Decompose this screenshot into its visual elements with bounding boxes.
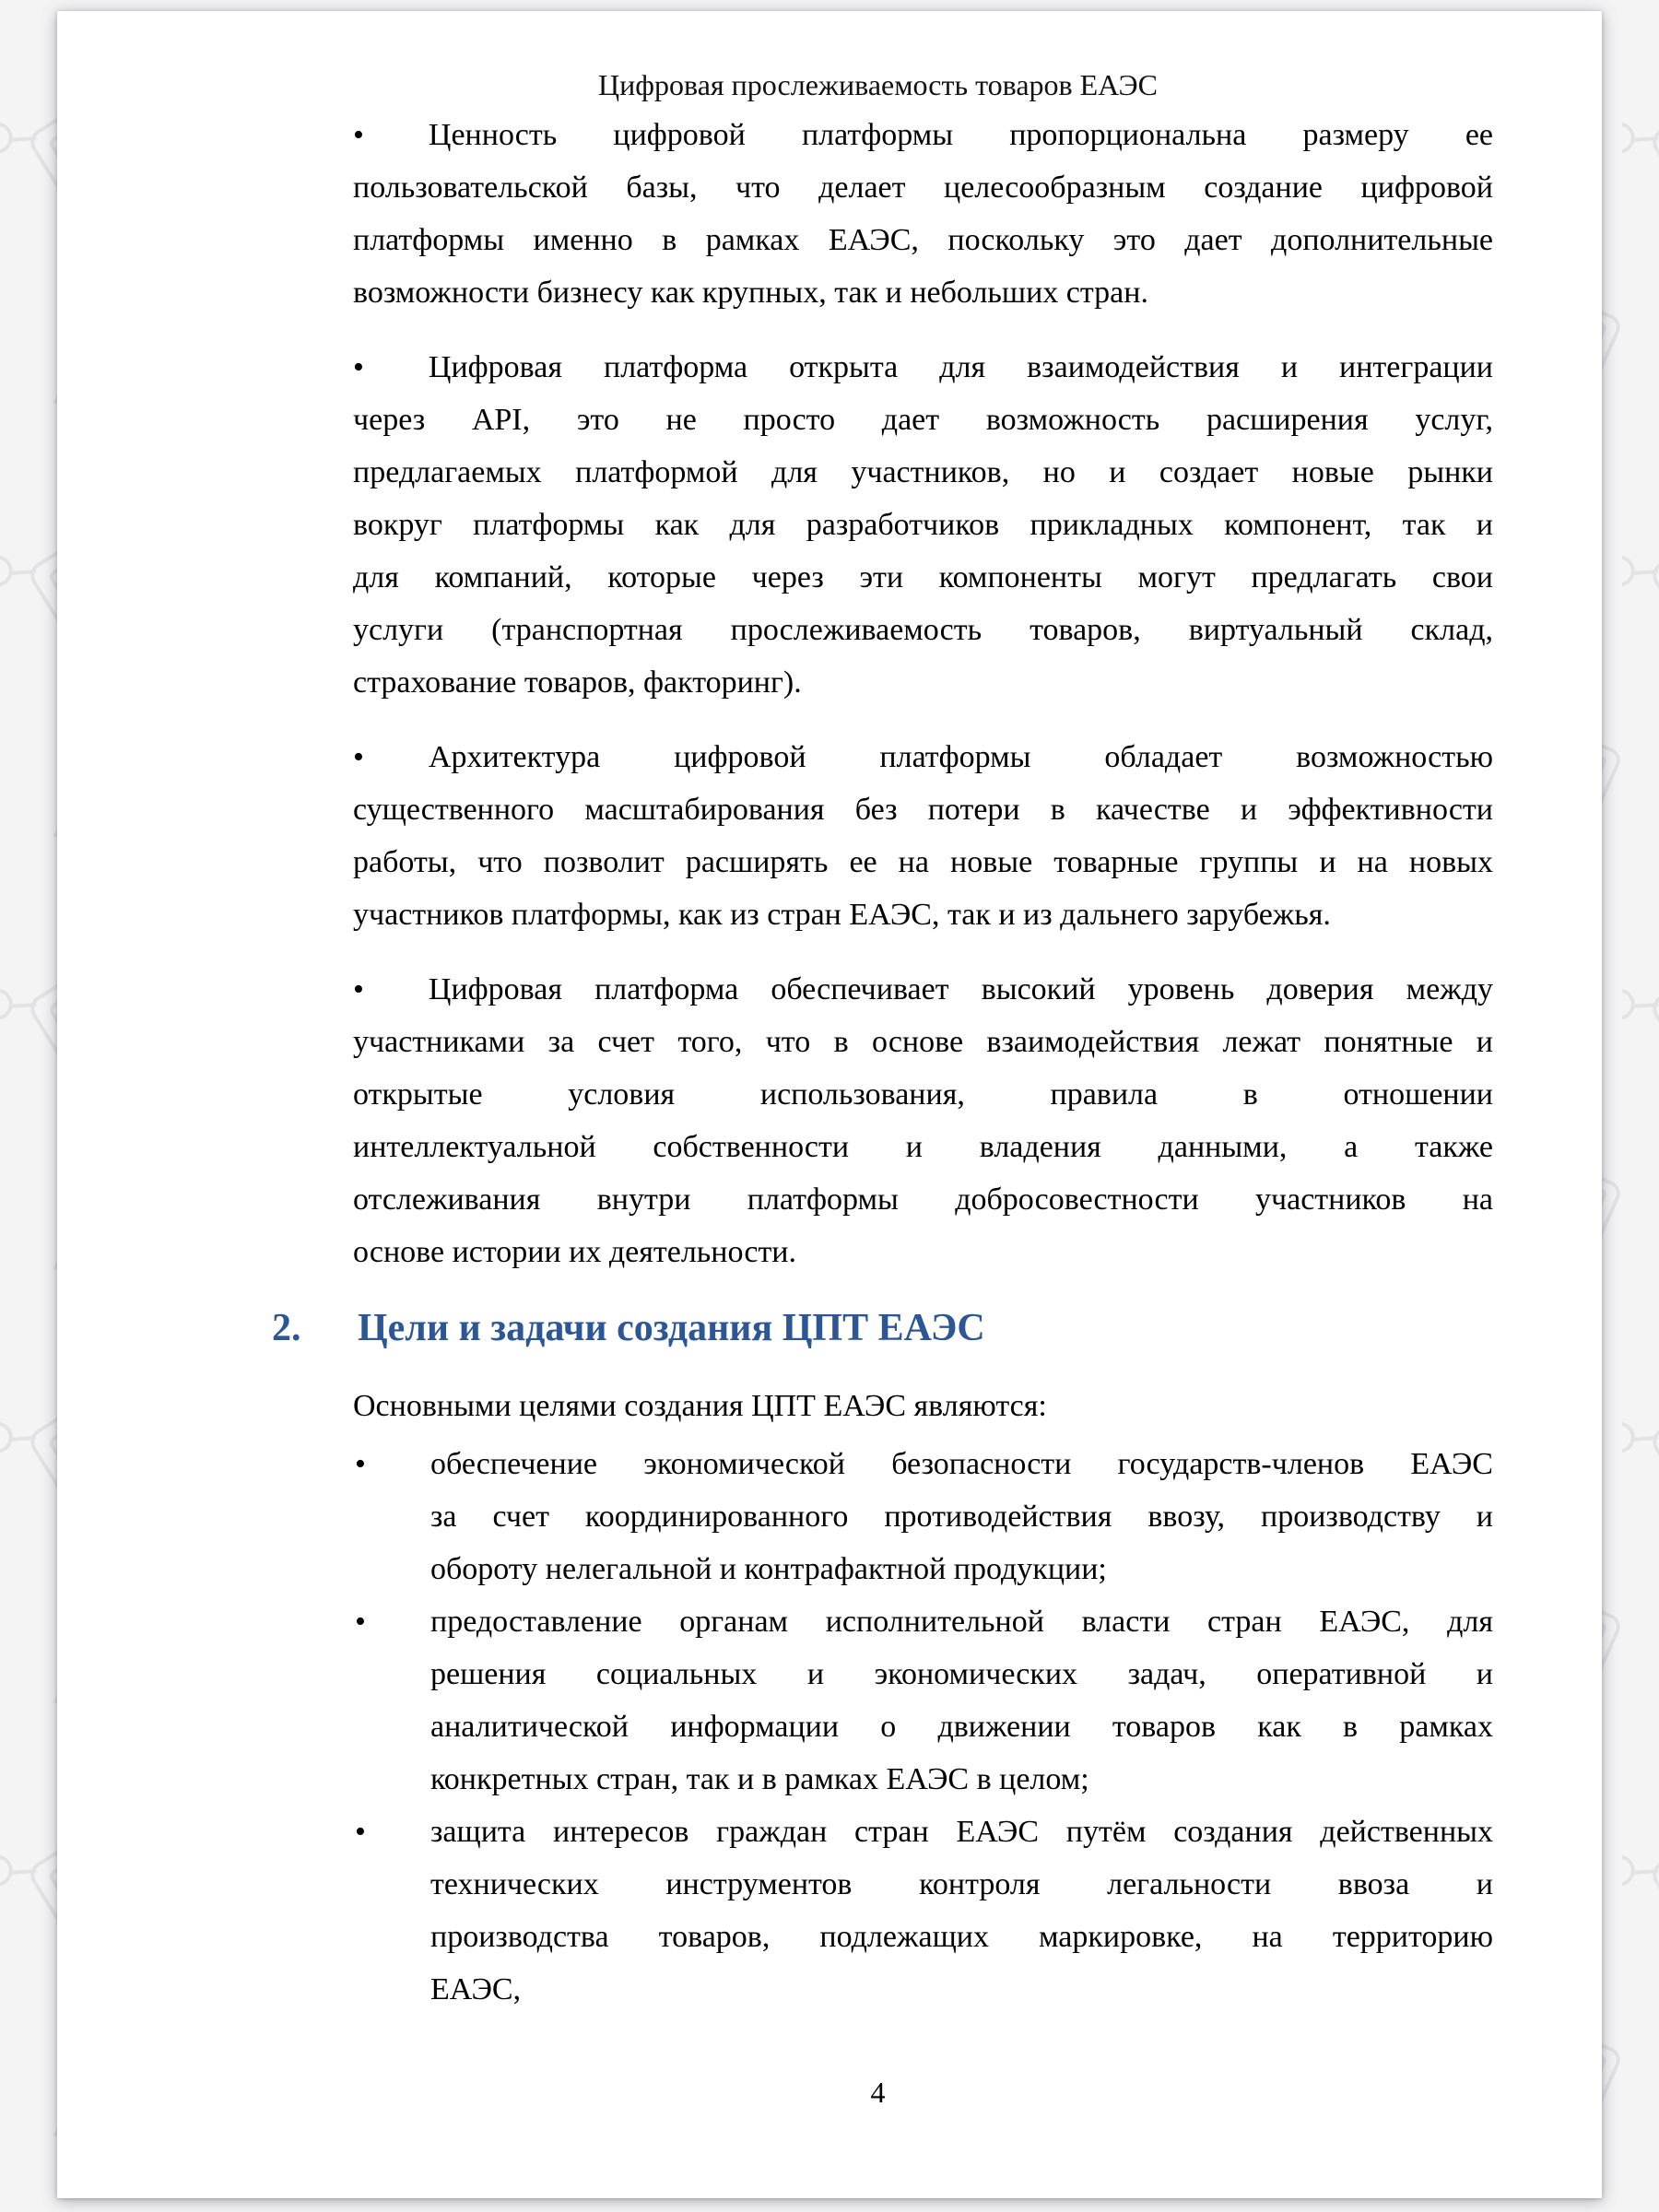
text-line: защита интересов граждан стран ЕАЭС путём создания действенных bbox=[430, 1815, 1493, 1849]
bullet-icon: • bbox=[355, 1815, 366, 1849]
text-line: предоставление органам исполнительной власти стран ЕАЭС, для bbox=[430, 1605, 1493, 1639]
text-line: решения социальных и экономических задач, оперативной и bbox=[430, 1657, 1493, 1691]
platform-point-paragraph bbox=[353, 109, 1493, 319]
platform-point-paragraph bbox=[353, 963, 1493, 1278]
text-line: услуги (транспортная прослеживаемость товаров, виртуальный склад, bbox=[353, 613, 1493, 647]
page-number: 4 bbox=[870, 2076, 886, 2109]
text-line: интеллектуальной собственности и владения данными, а также bbox=[353, 1130, 1493, 1164]
text-line: основе истории их деятельности. bbox=[353, 1235, 796, 1269]
text-line: • Цифровая платформа открыта для взаимодействия и интеграции bbox=[353, 350, 1493, 384]
text-line: производства товаров, подлежащих маркировке, на территорию bbox=[430, 1920, 1493, 1954]
text-line: аналитической информации о движении товаров как в рамках bbox=[430, 1710, 1493, 1744]
intro-paragraph: Основными целями создания ЦПТ ЕАЭС являются: bbox=[353, 1389, 1047, 1423]
text-line: предлагаемых платформой для участников, но и создает новые рынки bbox=[353, 455, 1493, 489]
bullet-icon: • bbox=[353, 740, 364, 774]
page-content bbox=[263, 11, 1493, 2198]
section-number: 2. bbox=[272, 1307, 301, 1349]
goal-text bbox=[430, 1595, 1493, 1806]
text-line: • Ценность цифровой платформы пропорциональна размеру ее bbox=[353, 118, 1493, 152]
running-header: Цифровая прослеживаемость товаров ЕАЭС bbox=[598, 68, 1158, 101]
goal-text bbox=[430, 1438, 1493, 1595]
bullet-icon: • bbox=[355, 1447, 366, 1481]
text-line: отслеживания внутри платформы добросовестности участников на bbox=[353, 1182, 1493, 1217]
text-line: возможности бизнесу как крупных, так и небольших стран. bbox=[353, 276, 1148, 310]
platform-point-paragraph bbox=[353, 341, 1493, 709]
document-page bbox=[57, 11, 1602, 2198]
text-line: существенного масштабирования без потери в качестве и эффективности bbox=[353, 793, 1493, 827]
text-line: обороту нелегальной и контрафактной продукции; bbox=[430, 1552, 1107, 1586]
text-line: участников платформы, как из стран ЕАЭС, так и из дальнего зарубежья. bbox=[353, 898, 1331, 932]
platform-point-paragraph bbox=[353, 731, 1493, 941]
text-line: для компаний, которые через эти компоненты могут предлагать свои bbox=[353, 560, 1493, 594]
text-line: страхование товаров, факторинг). bbox=[353, 665, 802, 700]
text-line: обеспечение экономической безопасности государств-членов ЕАЭС bbox=[430, 1447, 1493, 1481]
bullet-icon: • bbox=[353, 118, 364, 152]
text-line: вокруг платформы как для разработчиков прикладных компонент, так и bbox=[353, 508, 1493, 542]
text-line: • Цифровая платформа обеспечивает высокий уровень доверия между bbox=[353, 972, 1493, 1006]
text-line: пользовательской базы, что делает целесообразным создание цифровой bbox=[353, 171, 1493, 205]
text-line: платформы именно в рамках ЕАЭС, поскольку это дает дополнительные bbox=[353, 223, 1493, 257]
text-line: участниками за счет того, что в основе взаимодействия лежат понятные и bbox=[353, 1025, 1493, 1059]
goal-item bbox=[263, 1438, 1493, 1595]
text-line: технических инструментов контроля легальности ввоза и bbox=[430, 1867, 1493, 1901]
goal-item bbox=[263, 1806, 1493, 2016]
goal-item bbox=[263, 1595, 1493, 1806]
text-line: через API, это не просто дает возможность расширения услуг, bbox=[353, 403, 1493, 437]
bullet-icon: • bbox=[355, 1605, 366, 1639]
goal-text bbox=[430, 1806, 1493, 2016]
text-line: конкретных стран, так и в рамках ЕАЭС в целом; bbox=[430, 1762, 1089, 1796]
bullet-icon: • bbox=[353, 972, 364, 1006]
bullet-icon: • bbox=[353, 350, 364, 384]
text-line: открытые условия использования, правила в отношении bbox=[353, 1077, 1493, 1112]
text-line: работы, что позволит расширять ее на новые товарные группы и на новых bbox=[353, 845, 1493, 879]
text-line: ЕАЭС, bbox=[430, 1972, 522, 2006]
text-line: за счет координированного противодействия ввозу, производству и bbox=[430, 1500, 1493, 1534]
section-heading bbox=[272, 1300, 1493, 1356]
text-line: • Архитектура цифровой платформы обладает возможностью bbox=[353, 740, 1493, 774]
section-title: Цели и задачи создания ЦПТ ЕАЭС bbox=[358, 1307, 985, 1349]
